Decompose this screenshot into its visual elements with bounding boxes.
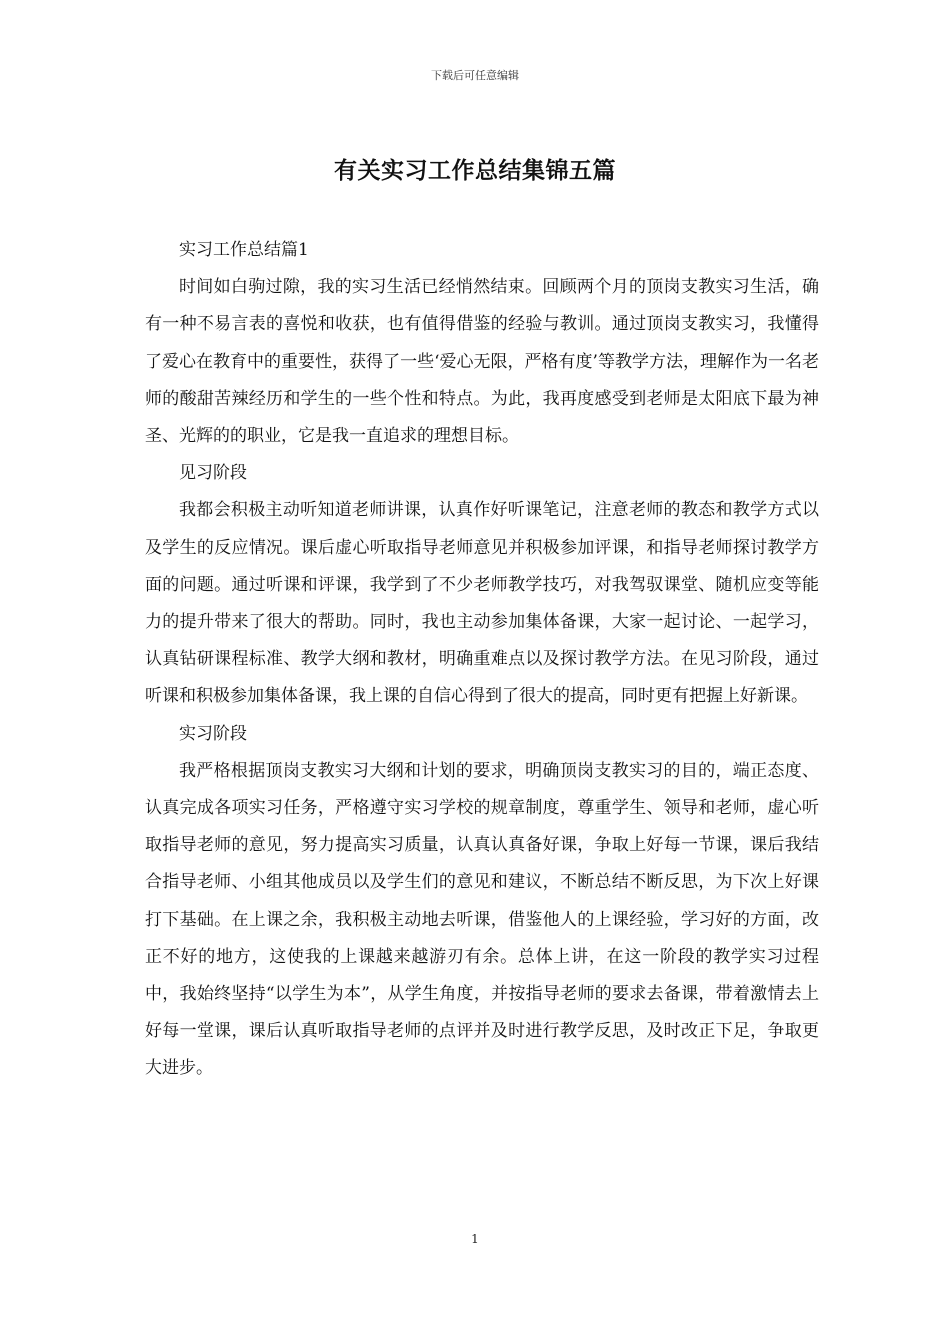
practice-paragraph: 我严格根据顶岗支教实习大纲和计划的要求，明确顶岗支教实习的目的，端正态度、认真完成各项实习任务，严格遵守实习学校的规章制度，尊重学生、领导和老师，虚心听取指导老师的意见，努力提高实习质量，认真认真备好课，争取上好每一节课，课后我结合指导老师、小组其他成员以及学生们的意见和建议，不断总结不断反思，为下次上好课打下基础。在上课之余，我积极主动地去听课，借鉴他人的上课经验，学习好的方面，改正不好的地方，这使我的上课越来越游刃有余。总体上讲，在这一阶段的教学实习过程中，我始终坚持“以学生为本”，从学生角度，并按指导老师的要求去备课，带着激情去上好每一堂课，课后认真听取指导老师的点评并及时进行教学反思，及时改正下足，争取更大进步。 [145,760,819,1079]
document-body [145,232,819,1088]
intro-paragraph: 时间如白驹过隙，我的实习生活已经悄然结束。回顾两个月的顶岗支教实习生活，确有一种不易言表的喜悦和收获，也有值得借鉴的经验与教训。通过顶岗支教实习，我懂得了爱心在教育中的重要性，获得了一些‘爱心无限，严格有度’等教学方法，理解作为一名老师的酸甜苦辣经历和学生的一些个性和特点。为此，我再度感受到老师是太阳底下最为神圣、光辉的的职业，它是我一直追求的理想目标。 [145,277,819,447]
document-title: 有关实习工作总结集锦五篇 [334,157,616,184]
header-note: 下载后可任意编辑 [431,69,519,82]
page-number: 1 [471,1232,479,1246]
section-heading: 实习工作总结篇1 [179,240,309,260]
observation-heading: 见习阶段 [179,463,247,484]
practice-heading: 实习阶段 [179,723,247,744]
observation-paragraph: 我都会积极主动听知道老师讲课，认真作好听课笔记，注意老师的教态和教学方式以及学生的反应情况。课后虚心听取指导老师意见并积极参加评课，和指导老师探讨教学方面的问题。通过听课和评课，我学到了不少老师教学技巧，对我驾驭课堂、随机应变等能力的提升带来了很大的帮助。同时，我也主动参加集体备课，大家一起讨论、一起学习，认真钻研课程标准、教学大纲和教材，明确重难点以及探讨教学方法。在见习阶段，通过听课和积极参加集体备课，我上课的自信心得到了很大的提高，同时更有把握上好新课。 [145,500,819,707]
